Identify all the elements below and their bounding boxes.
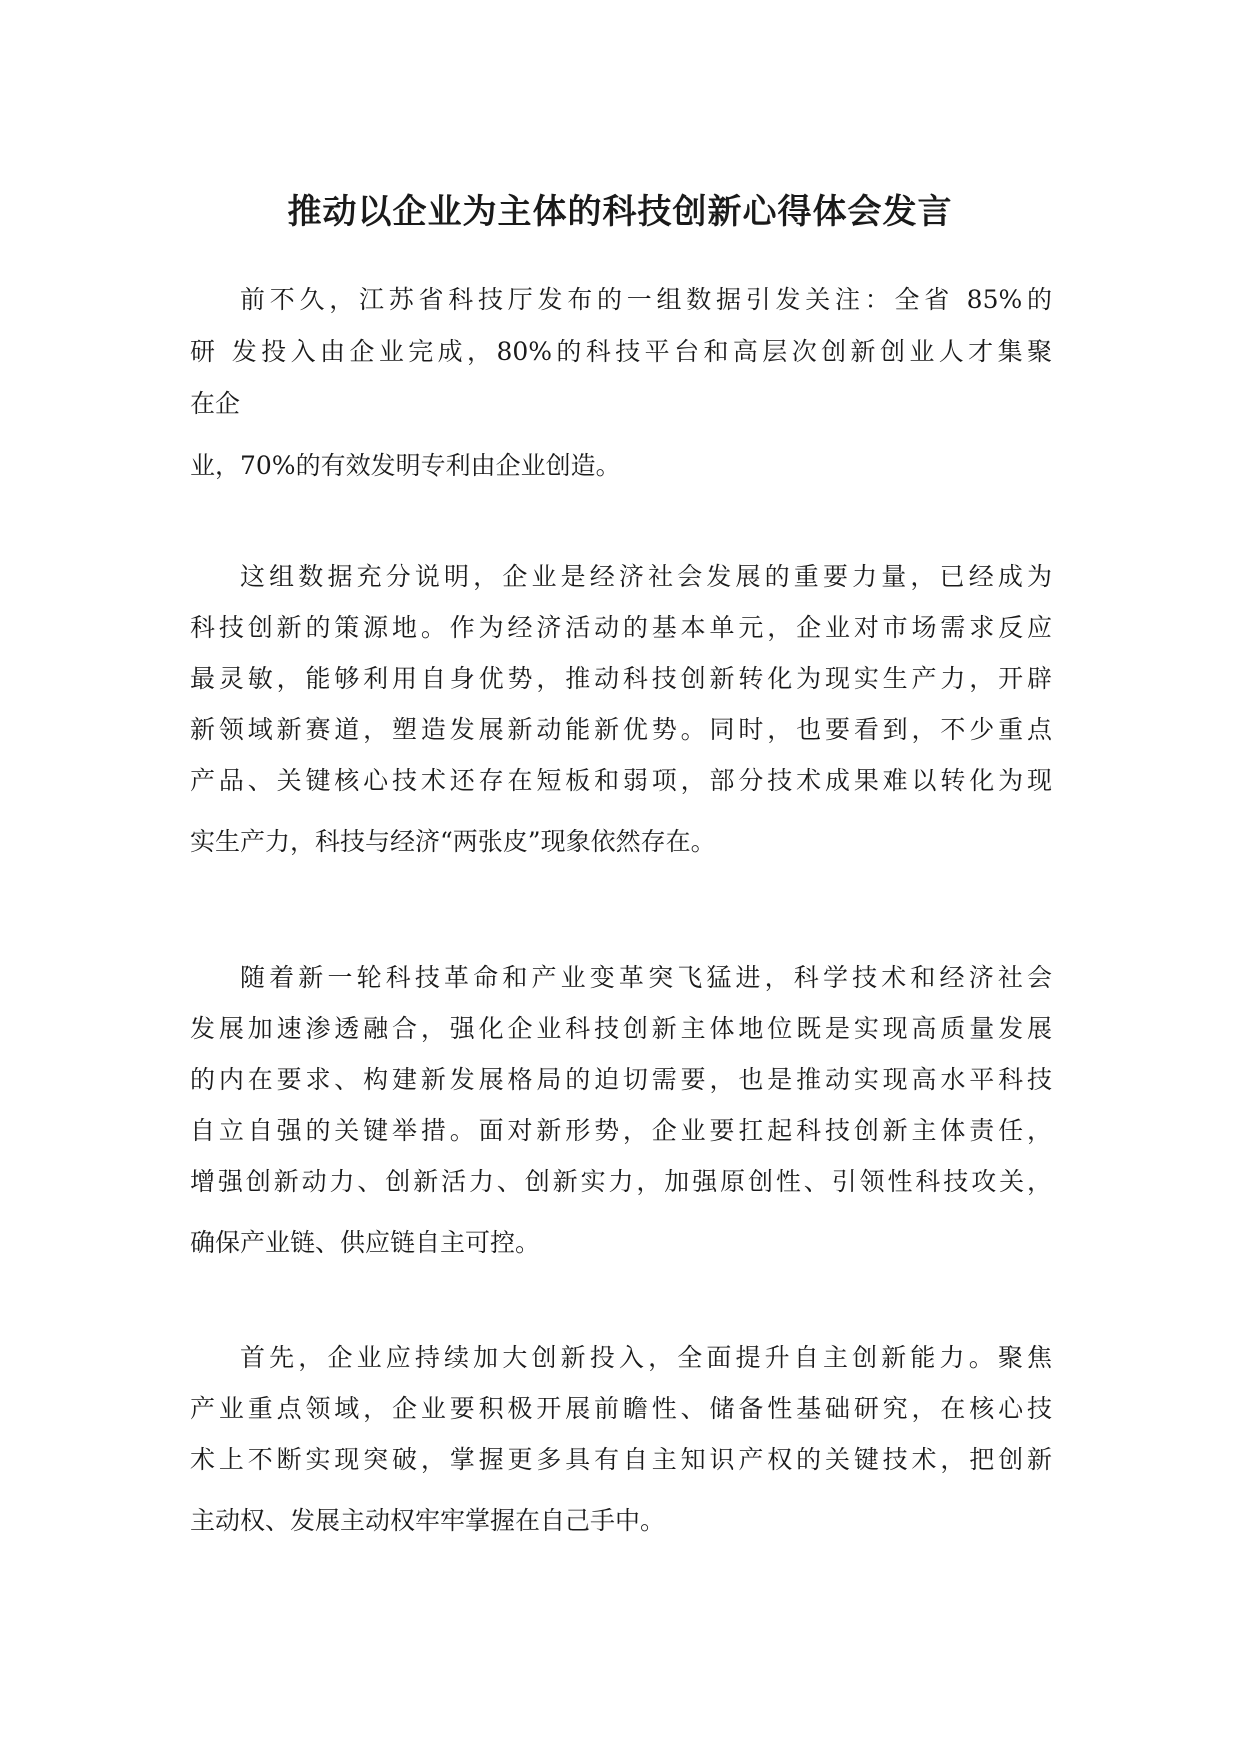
paragraph-3-line-1: 随着新一轮科技革命和产业变革突飞猛进，科学技术和经济社会 bbox=[240, 963, 1052, 992]
paragraph-2-line-2: 科技创新的策源地。作为经济活动的基本单元，企业对市场需求反应 bbox=[190, 613, 1052, 642]
paragraph-3-line-5: 增强创新动力、创新活力、创新实力，加强原创性、引领性科技攻关， bbox=[190, 1167, 1052, 1196]
paragraph-4-line-1: 首先，企业应持续加大创新投入，全面提升自主创新能力。聚焦 bbox=[240, 1343, 1052, 1372]
paragraph-2-line-6: 实生产力，科技与经济“两张皮”现象依然存在。 bbox=[190, 827, 716, 856]
paragraph-2-line-4: 新领域新赛道，塑造发展新动能新优势。同时，也要看到，不少重点 bbox=[190, 715, 1052, 744]
paragraph-3-line-2: 发展加速渗透融合，强化企业科技创新主体地位既是实现高质量发展 bbox=[190, 1014, 1052, 1043]
paragraph-1-line-2: 研 发投入由企业完成，80%的科技平台和高层次创新创业人才集聚 bbox=[190, 337, 1052, 366]
paragraph-1-line-1: 前不久，江苏省科技厅发布的一组数据引发关注：全省 85%的 bbox=[240, 285, 1052, 314]
paragraph-3-line-4: 自立自强的关键举措。面对新形势，企业要扛起科技创新主体责任， bbox=[190, 1116, 1052, 1145]
document-title: 推动以企业为主体的科技创新心得体会发言 bbox=[287, 192, 953, 232]
paragraph-2-line-5: 产品、关键核心技术还存在短板和弱项，部分技术成果难以转化为现 bbox=[190, 766, 1052, 795]
paragraph-4-line-2: 产业重点领域，企业要积极开展前瞻性、储备性基础研究，在核心技 bbox=[190, 1394, 1052, 1423]
paragraph-2-line-3: 最灵敏，能够利用自身优势，推动科技创新转化为现实生产力，开辟 bbox=[190, 664, 1052, 693]
paragraph-4-line-4: 主动权、发展主动权牢牢掌握在自己手中。 bbox=[190, 1506, 666, 1535]
paragraph-3-line-3: 的内在要求、构建新发展格局的迫切需要，也是推动实现高水平科技 bbox=[190, 1065, 1052, 1094]
paragraph-1-line-3: 在企 bbox=[190, 389, 241, 418]
paragraph-2-line-1: 这组数据充分说明，企业是经济社会发展的重要力量，已经成为 bbox=[240, 562, 1052, 591]
paragraph-3-line-6: 确保产业链、供应链自主可控。 bbox=[190, 1228, 541, 1257]
paragraph-1-line-4: 业，70%的有效发明专利由企业创造。 bbox=[190, 451, 621, 480]
paragraph-4-line-3: 术上不断实现突破，掌握更多具有自主知识产权的关键技术，把创新 bbox=[190, 1445, 1052, 1474]
